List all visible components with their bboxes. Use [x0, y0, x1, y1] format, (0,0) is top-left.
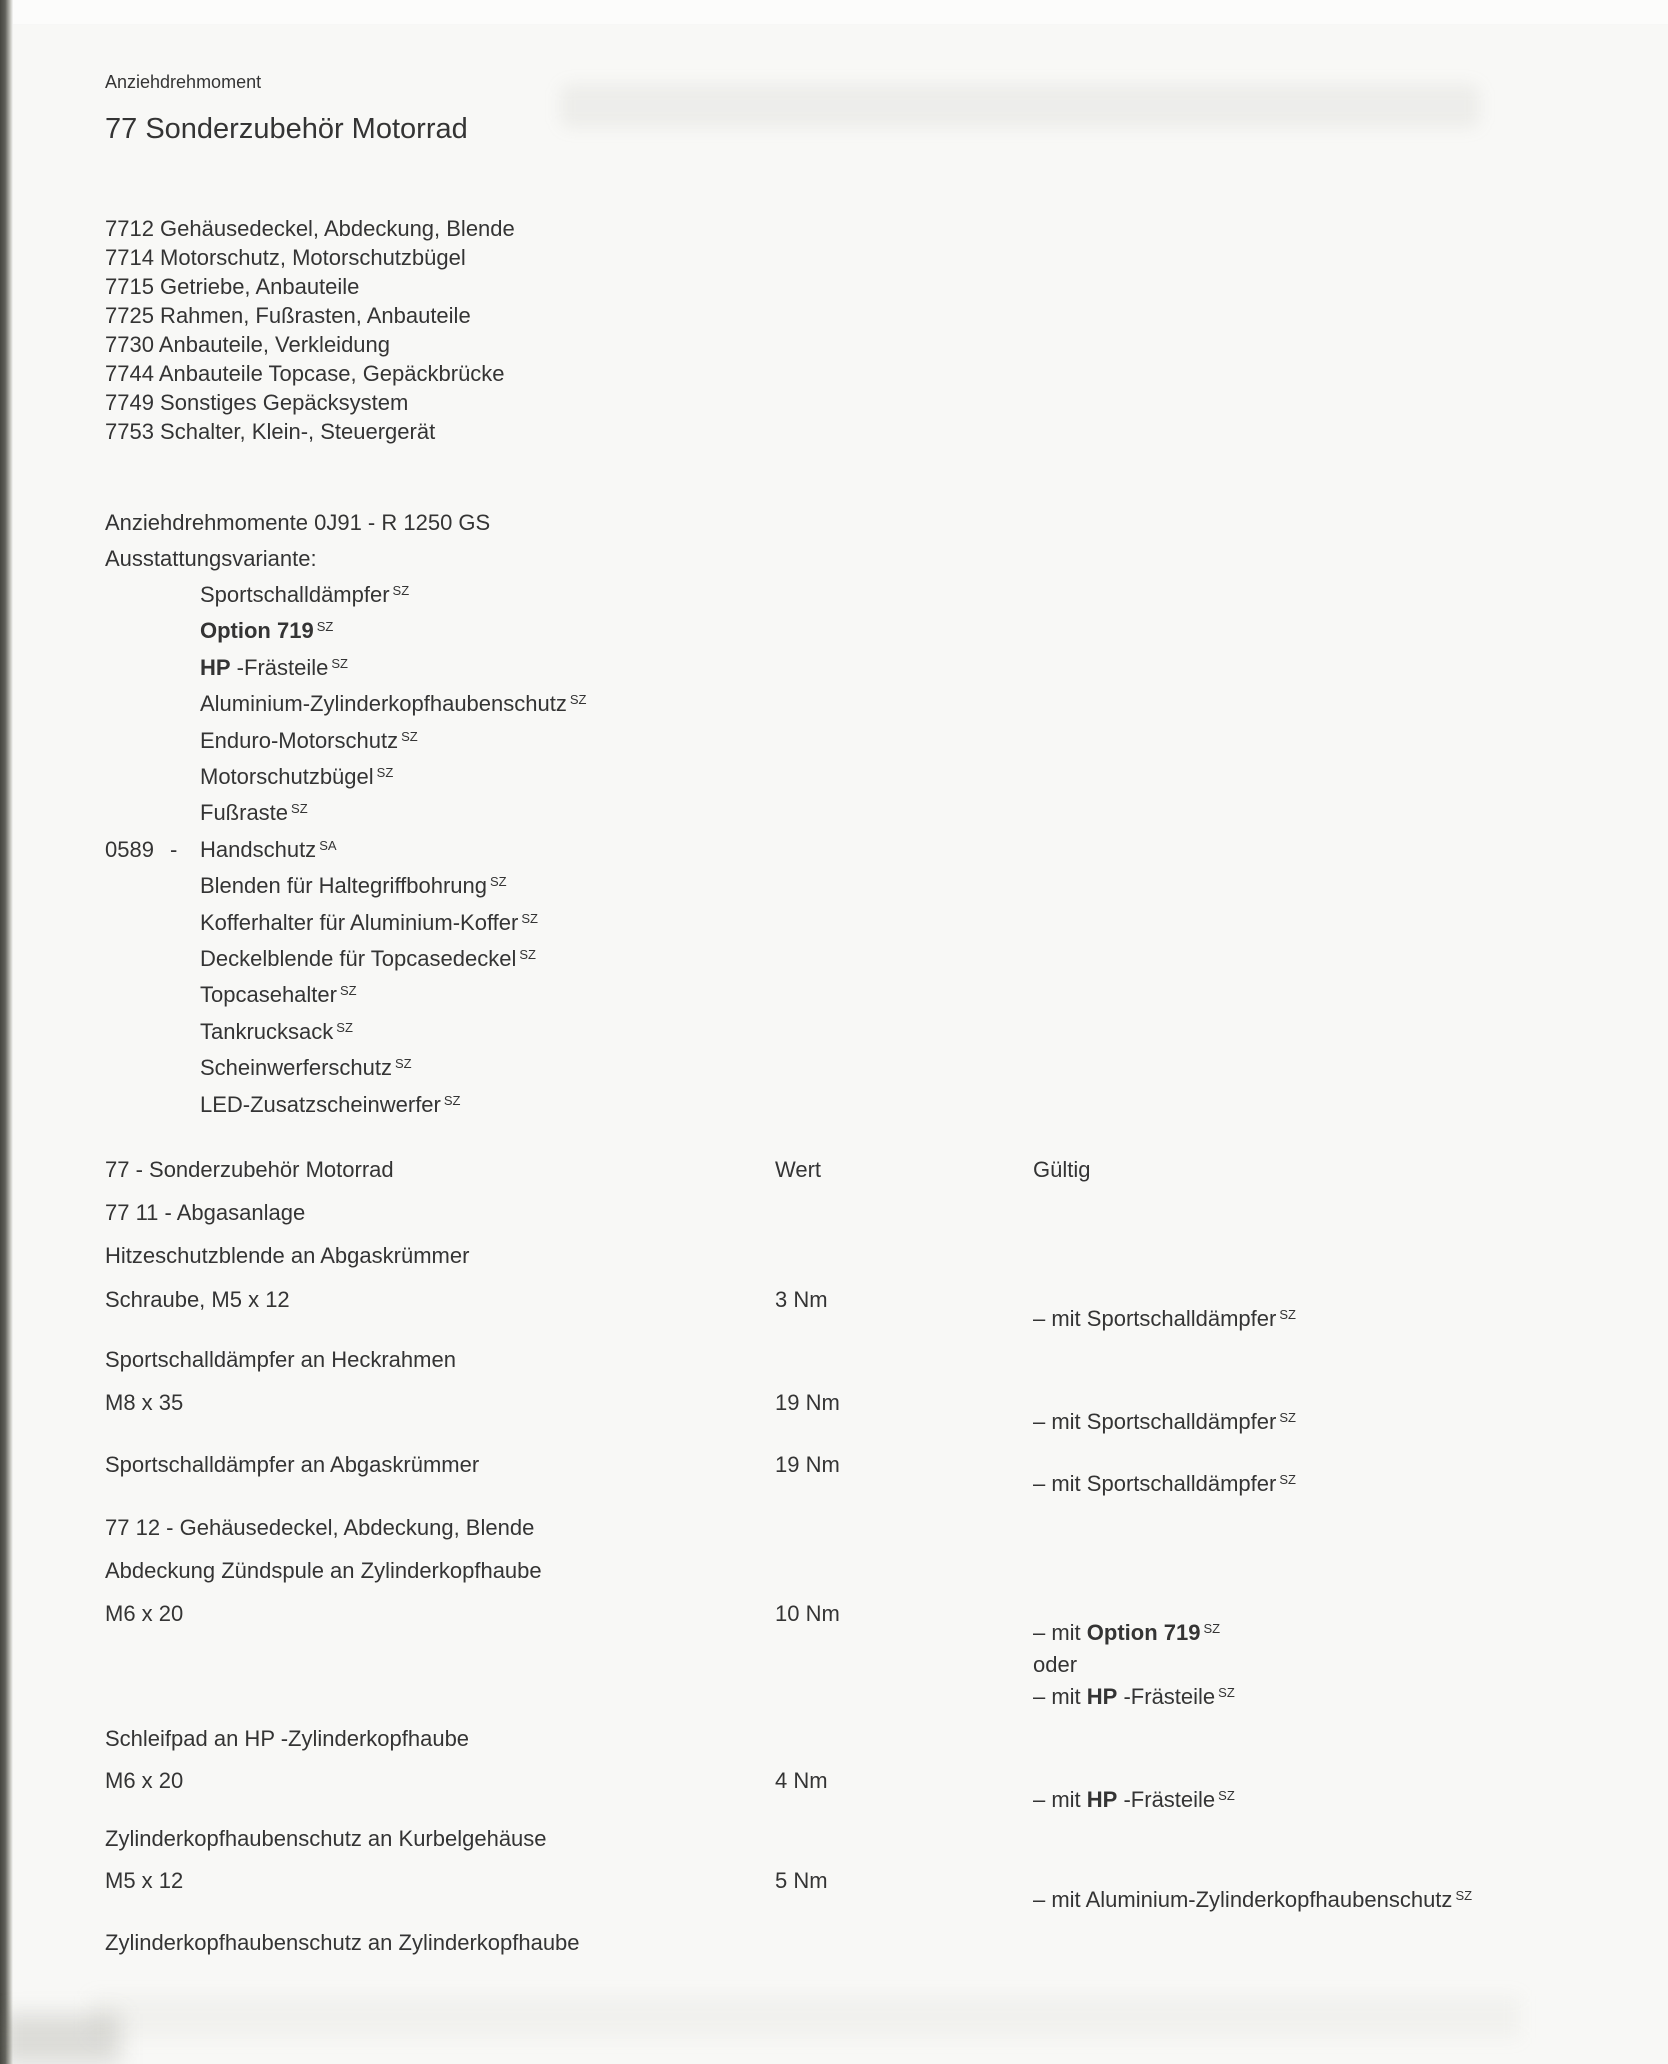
variant-dash [170, 1087, 200, 1123]
variant-name [200, 1087, 1565, 1123]
group-item: 7744 Anbauteile Topcase, Gepäckbrücke [105, 361, 505, 386]
variant-code [105, 1014, 170, 1050]
variant-row [105, 650, 1565, 686]
validity-line [1033, 1784, 1565, 1816]
variant-code [105, 577, 170, 613]
table-row [105, 1866, 1565, 1916]
doc-label: Anziehdrehmoment [105, 72, 262, 92]
fastener-spec: Schraube, M5 x 12 [105, 1287, 290, 1313]
validity-cell [1033, 1450, 1565, 1500]
variant-row [105, 577, 1565, 613]
component-name: Zylinderkopfhaubenschutz an Zylinderkopfhaube [105, 1930, 580, 1956]
validity-line [1033, 1468, 1565, 1500]
scan-artifact-bottom [90, 1996, 1520, 2038]
variant-row [105, 832, 1565, 868]
fastener-spec: M6 x 20 [105, 1601, 184, 1627]
variant-row [105, 868, 1565, 904]
column-header-wert: Wert [775, 1157, 822, 1183]
variant-dash [170, 686, 200, 722]
variant-dash [170, 650, 200, 686]
validity-text: oder [1033, 1652, 1078, 1678]
table-subsection-title: 77 12 - Gehäusedeckel, Abdeckung, Blende [105, 1515, 535, 1541]
validity-cell [1033, 1766, 1565, 1816]
variant-code [105, 686, 170, 722]
variant-row [105, 1014, 1565, 1050]
fastener-spec: M5 x 12 [105, 1868, 184, 1894]
variant-row [105, 1087, 1565, 1123]
variant-name [200, 686, 1565, 722]
column-header-gueltig: Gültig [1033, 1157, 1091, 1183]
variant-name [200, 832, 1565, 868]
variant-row [105, 941, 1565, 977]
variant-code [105, 723, 170, 759]
torque-value: 4 Nm [775, 1768, 828, 1794]
variant-row [105, 977, 1565, 1013]
torque-value: 3 Nm [775, 1287, 828, 1313]
variant-suffix: SZ [316, 619, 334, 635]
variant-name [200, 795, 1565, 831]
validity-cell [1033, 1388, 1565, 1438]
validity-line [1033, 1649, 1565, 1681]
variant-code [105, 977, 170, 1013]
variant-dash [170, 759, 200, 795]
variant-suffix: SZ [569, 692, 587, 708]
variant-suffix: SZ [519, 947, 536, 963]
variant-dash [170, 723, 200, 759]
variant-suffix: SZ [490, 874, 507, 890]
component-name: Abdeckung Zündspule an Zylinderkopfhaube [105, 1558, 542, 1584]
variant-name [200, 577, 1565, 613]
variant-dash [170, 977, 200, 1013]
variant-name [200, 905, 1565, 941]
torque-value: 5 Nm [775, 1868, 828, 1894]
variant-suffix: SZ [376, 765, 394, 781]
variant-name-text: Enduro-Motorschutz [200, 727, 399, 753]
validity-text: -Frästeile [1117, 1787, 1216, 1813]
variant-code [105, 795, 170, 831]
component-name: Sportschalldämpfer an Abgaskrümmer [105, 1452, 480, 1478]
variant-dash [170, 941, 200, 977]
validity-text: – mit [1033, 1684, 1087, 1710]
torque-table [105, 1155, 1565, 1958]
variant-dash [170, 1014, 200, 1050]
variant-suffix: SA [319, 837, 337, 853]
validity-suffix: SZ [1279, 1410, 1296, 1426]
component-name: Sportschalldämpfer an Heckrahmen [105, 1347, 456, 1373]
variant-name [200, 1014, 1565, 1050]
variant-name [200, 868, 1565, 904]
variant-suffix: SZ [331, 655, 348, 671]
variant-name-bold: HP [200, 654, 231, 680]
group-item: 7753 Schalter, Klein-, Steuergerät [105, 419, 436, 444]
component-name: Zylinderkopfhaubenschutz an Kurbelgehäuse [105, 1826, 547, 1852]
validity-text: – mit [1033, 1887, 1086, 1913]
component-name: Hitzeschutzblende an Abgaskrümmer [105, 1243, 470, 1269]
variant-code: 0589 [105, 836, 154, 862]
validity-cell [1033, 1285, 1565, 1335]
validity-line [1033, 1681, 1565, 1713]
table-subsection-title: 77 11 - Abgasanlage [105, 1200, 306, 1226]
variant-name-text: Fußraste [200, 800, 289, 826]
validity-text: Sportschalldämpfer [1086, 1409, 1277, 1435]
variant-code [105, 868, 170, 904]
variant-row [105, 905, 1565, 941]
variant-dash [170, 577, 200, 613]
validity-suffix: SZ [1218, 1685, 1235, 1701]
variant-name-text: Scheinwerferschutz [200, 1055, 392, 1081]
validity-line [1033, 1884, 1565, 1916]
variant-suffix: SZ [339, 983, 357, 999]
variant-name-text: Deckelblende für Topcasedeckel [200, 946, 517, 972]
variant-row [105, 759, 1565, 795]
variant-name [200, 613, 1565, 649]
variant-code [105, 905, 170, 941]
variant-suffix: SZ [401, 728, 418, 744]
variant-name-text: Topcasehalter [200, 982, 337, 1008]
validity-suffix: SZ [1455, 1888, 1473, 1904]
variant-code [105, 613, 170, 649]
variant-name [200, 723, 1565, 759]
page-title: 77 Sonderzubehör Motorrad [105, 113, 468, 145]
variant-code [105, 1050, 170, 1086]
variant-dash [170, 868, 200, 904]
variant-name-text: Motorschutzbügel [200, 764, 374, 790]
validity-cell [1033, 1866, 1565, 1916]
validity-suffix: SZ [1279, 1307, 1296, 1323]
variant-name-text: LED-Zusatzscheinwerfer [200, 1091, 441, 1117]
validity-line [1033, 1617, 1565, 1649]
variant-row [105, 795, 1565, 831]
page-content [105, 0, 1565, 1958]
validity-suffix: SZ [1218, 1788, 1235, 1804]
group-list [105, 214, 1565, 446]
variant-row [105, 723, 1565, 759]
group-item: 7714 Motorschutz, Motorschutzbügel [105, 245, 466, 270]
torque-section-heading: Anziehdrehmomente 0J91 - R 1250 GS [105, 510, 491, 535]
validity-text: -Frästeile [1117, 1684, 1216, 1710]
table-row [105, 1285, 1565, 1335]
validity-bold: HP [1086, 1787, 1118, 1813]
variant-dash: - [170, 836, 178, 862]
validity-line [1033, 1303, 1565, 1335]
variant-name [200, 650, 1565, 686]
group-item: 7749 Sonstiges Gepäcksystem [105, 390, 409, 415]
variant-dash [170, 1050, 200, 1086]
scan-artifact-corner [0, 2014, 120, 2064]
variant-name-text: Aluminium-Zylinderkopfhaubenschutz [200, 691, 567, 717]
validity-text: Sportschalldämpfer [1086, 1306, 1277, 1332]
table-row [105, 1388, 1565, 1438]
variant-suffix: SZ [443, 1092, 461, 1108]
table-header-row [105, 1155, 1565, 1185]
validity-text: Sportschalldämpfer [1086, 1471, 1277, 1497]
fastener-spec: M8 x 35 [105, 1390, 184, 1416]
torque-value: 19 Nm [775, 1390, 840, 1416]
group-item: 7712 Gehäusedeckel, Abdeckung, Blende [105, 216, 515, 241]
variant-name-bold: Option 719 [200, 618, 314, 644]
group-item: 7715 Getriebe, Anbauteile [105, 274, 360, 299]
variant-code [105, 650, 170, 686]
torque-value: 10 Nm [775, 1601, 840, 1627]
scan-edge-strip [0, 0, 13, 2064]
table-row [105, 1766, 1565, 1816]
variant-name-text: -Frästeile [230, 654, 329, 680]
variant-suffix: SZ [336, 1019, 353, 1035]
variant-name [200, 1050, 1565, 1086]
variant-suffix: SZ [394, 1056, 412, 1072]
variant-code [105, 941, 170, 977]
equipment-variant-heading: Ausstattungsvariante: [105, 546, 317, 571]
variant-name [200, 941, 1565, 977]
variant-row [105, 1050, 1565, 1086]
table-row [105, 1599, 1565, 1713]
validity-text: – mit [1033, 1620, 1087, 1646]
variant-name-text: Sportschalldämpfer [200, 582, 390, 607]
validity-bold: Option 719 [1086, 1620, 1201, 1646]
torque-value: 19 Nm [775, 1452, 840, 1478]
variant-code [105, 759, 170, 795]
validity-suffix: SZ [1203, 1621, 1221, 1637]
variant-name-text: Handschutz [200, 836, 317, 862]
equipment-variant-list [105, 577, 1565, 1123]
variant-code [105, 1087, 170, 1123]
variant-dash [170, 905, 200, 941]
variant-suffix: SZ [291, 801, 308, 817]
validity-bold: HP [1086, 1684, 1118, 1710]
variant-name [200, 759, 1565, 795]
variant-suffix: SZ [521, 910, 538, 926]
variant-dash [170, 795, 200, 831]
variant-name-text: Tankrucksack [200, 1018, 334, 1044]
validity-text: – mit [1033, 1409, 1087, 1435]
validity-cell [1033, 1599, 1565, 1713]
variant-name [200, 977, 1565, 1013]
validity-line [1033, 1406, 1565, 1438]
table-section-title: 77 - Sonderzubehör Motorrad [105, 1157, 394, 1183]
validity-text: – mit [1033, 1306, 1087, 1332]
component-name: Schleifpad an HP -Zylinderkopfhaube [105, 1726, 470, 1752]
validity-text: Aluminium-Zylinderkopfhaubenschutz [1085, 1887, 1453, 1913]
group-item: 7730 Anbauteile, Verkleidung [105, 332, 391, 357]
variant-row [105, 613, 1565, 649]
fastener-spec: M6 x 20 [105, 1768, 184, 1794]
table-row [105, 1450, 1565, 1500]
validity-suffix: SZ [1279, 1472, 1296, 1488]
variant-row [105, 686, 1565, 722]
variant-suffix: SZ [392, 583, 410, 598]
variant-dash [170, 613, 200, 649]
validity-text: – mit [1033, 1471, 1087, 1497]
variant-name-text: Kofferhalter für Aluminium-Koffer [200, 909, 519, 935]
variant-name-text: Blenden für Haltegriffbohrung [200, 873, 488, 899]
validity-text: – mit [1033, 1787, 1087, 1813]
group-item: 7725 Rahmen, Fußrasten, Anbauteile [105, 303, 471, 328]
